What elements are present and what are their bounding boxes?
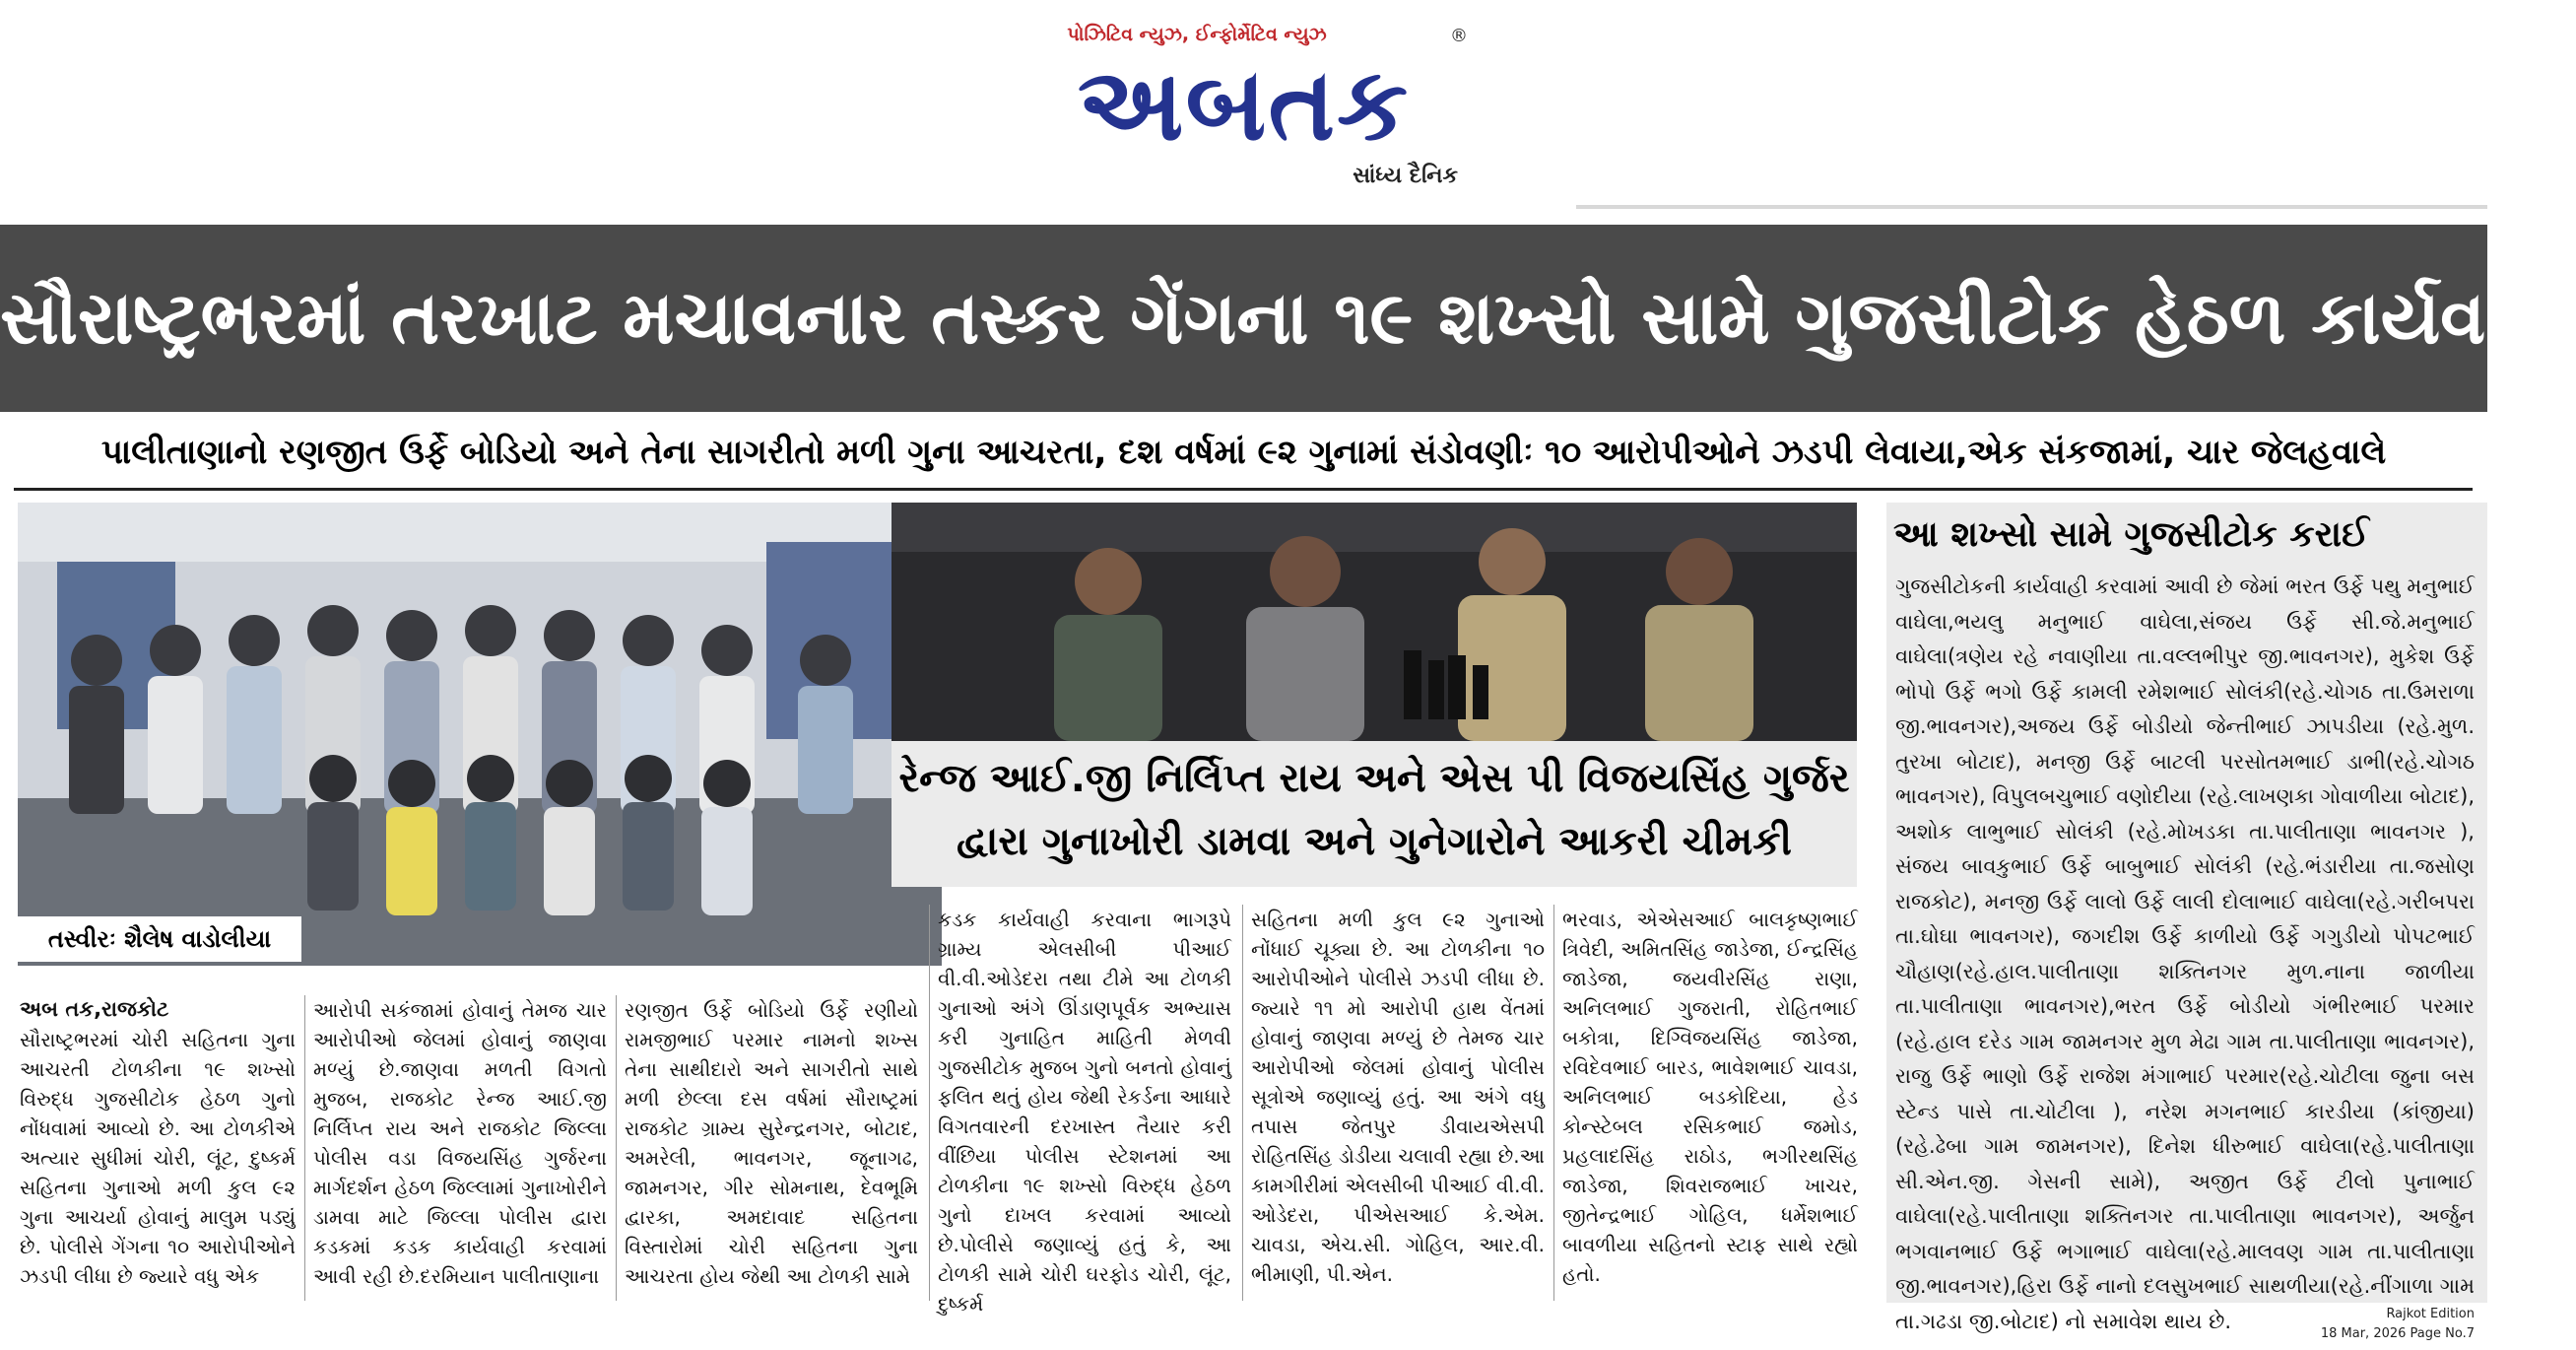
- subhead-divider: [14, 488, 2473, 491]
- newspaper-logo: [1024, 47, 1463, 164]
- article-dateline: અબ તક,રાજકોટ: [20, 997, 169, 1021]
- article-column-2: આરોપી સકંજામાં હોવાનું તેમજ ચાર આરોપીઓ જેલમાં હોવાનું જાણવા મળ્યું છે.જાણવા મળતી વિગતો મુજબ, રાજકોટ રેન્જ આઈ.જી નિર્લિપ્ત રાય અને રાજકોટ જિલ્લા પોલીસ વડા વિજયસિંહ ગુર્જરના માર્ગદર્શન હેઠળ જિલ્લામાં ગુનાખોરીને ડામવા માટે જિલ્લા પોલીસ દ્વારા કડકમાં કડક કાર્યવાહી કરવામાં આવી રહી છે.દરમિયાન પાલીતાણાના: [313, 998, 607, 1288]
- sub-headline: પાલીતાણાનો રણજીત ઉર્ફે બોડિયો અને તેના સાગરીતો મળી ગુના આચરતા, દશ વર્ષમાં ૯૨ ગુનામાં સંડોવણીઃ ૧૦ આરોપીઓને ઝડપી લેવાયા,એક સંકજામાં, ચાર જેલહવાલે: [100, 433, 2387, 472]
- column-divider: [616, 995, 617, 1301]
- accused-list-body: ગુજસીટોકની કાર્યવાહી કરવામાં આવી છે જેમાં ભરત ઉર્ફે પથુ મનુભાઈ વાઘેલા,ભયલુ મનુભાઈ વાઘેલા,સંજય ઉર્ફે સી.જે.મનુભાઈ વાઘેલા(ત્રણેય રહે નવાણીયા તા.વલ્લભીપુર જી.ભાવનગર), મુકેશ ઉર્ફે ભોપો ઉર્ફે ભગો ઉર્ફે કામલી રમેશભાઈ સોલંકી(રહે.ચોગઠ તા.ઉમરાળા જી.ભાવનગર),અજય ઉર્ફે બોડીયો જેન્તીભાઈ ઝાપડીયા (રહે.મુળ. તુરખા બોટાદ), મનજી ઉર્ફે બાટલી પરસોતમભાઈ ડાભી(રહે.ચોગઠ ભાવનગર), વિપુલબચુભાઈ વણોદીયા (રહે.લાખણકા ગોવાળીયા બોટાદ), અશોક લાભુભાઈ સોલંકી (રહે.મોખડકા તા.પાલીતાણા ભાવનગર ), સંજય બાવકુભાઈ ઉર્ફે બાબુભાઈ સોલંકી (રહે.ભંડારીયા તા.જસોણ રાજકોટ), મનજી ઉર્ફે લાલો ઉર્ફે લાલી દોલાભાઈ વાઘેલા(રહે.ગરીબપરા તા.ઘોઘા ભાવનગર), જગદીશ ઉર્ફે કાળીયો ઉર્ફે ગગુડીયો પોપટભાઈ ચૌહાણ(રહે.હાલ.પાલીતાણા શક્તિનગર મુળ.નાના જાળીયા તા.પાલીતાણા ભાવનગર),ભરત ઉર્ફે બોડીયો ગંભીરભાઈ પરમાર (રહે.હાલ દરેડ ગામ જામનગર મુળ મેઢા ગામ તા.પાલીતાણા ભાવનગર), રાજુ ઉર્ફે ભાણો ઉર્ફે રાજેશ મંગાભાઈ પરમાર(રહે.ચોટીલા જુના બસ સ્ટેન્ડ પાસે તા.ચોટીલા ), નરેશ મગનભાઈ કારડીયા (કાંજીયા) (રહે.ઢેબા ગામ જામનગર), દિનેશ ધીરુભાઈ વાઘેલા(રહે.પાલીતાણા સી.એન.જી. ગેસની સામે), અજીત ઉર્ફે ટીલો પુનાભાઈ વાઘેલા(રહે.પાલીતાણા શક્તિનગર તા.પાલીતાણા ભાવનગર), અર્જુન ભગવાનભાઈ ઉર્ફે ભગાભાઈ વાઘેલા(રહે.માલવણ ગામ તા.પાલીતાણા જી.ભાવનગર),હિરા ઉર્ફે નાનો દલસુખભાઈ સાથળીયા(રહે.નીંગાળા ગામ તા.ગઢડા જી.બોટાદ) નો સમાવેશ થાય છે.: [1895, 574, 2475, 1333]
- column-divider: [929, 905, 930, 1301]
- press-conference-photo: [892, 503, 1857, 741]
- edition-label: Rajkot Edition: [2386, 1307, 2475, 1321]
- column-divider: [1553, 905, 1554, 1301]
- masthead-tagline: પોઝિટિવ ન્યુઝ, ઈન્ફોર્મેટિવ ન્યુઝ: [1067, 24, 1327, 45]
- accused-group-photo: [18, 503, 942, 966]
- press-photo-illustration: [892, 503, 1857, 741]
- main-headline: સૌરાષ્ટ્રભરમાં તરખાટ મચાવનાર તસ્કર ગેંગના ૧૯ શખ્સો સામે ગુજસીટોક હેઠળ કાર્યવાહી: [0, 276, 2576, 361]
- date-page-label: 18 Mar, 2026 Page No.7: [2320, 1326, 2475, 1341]
- photo-caption-line-2: દ્વારા ગુનાખોરી ડામવા અને ગુનેગારોને આકરી ચીમકી: [957, 819, 1792, 864]
- article-column-1: સૌરાષ્ટ્રભરમાં ચોરી સહિતના ગુના આચરતી ટોળકીના ૧૯ શખ્સો વિરુદ્ધ ગુજસીટોક હેઠળ ગુનો નોંધવામાં આવ્યો છે. આ ટોળકીએ અત્યાર સુધીમાં ચોરી, લૂંટ, દુષ્કર્મ સહિતના ગુનાઓ મળી કુલ ૯૨ ગુના આચર્યા હોવાનું માલુમ પડ્યું છે. પોલીસે ગેંગના ૧૦ આરોપીઓને ઝડપી લીધા છે જ્યારે વધુ એક: [20, 1028, 296, 1288]
- article-column-5: સહિતના મળી કુલ ૯૨ ગુનાઓ નોંધાઈ ચૂક્યા છે. આ ટોળકીના ૧૦ આરોપીઓને પોલીસે ઝડપી લીધા છે. જ્યારે ૧૧ મો આરોપી હાથ વેંતમાં હોવાનું જાણવા મળ્યું છે તેમજ ચાર આરોપીઓ જેલમાં હોવાનું પોલીસ સૂત્રોએ જણાવ્યું હતું. આ અંગે વધુ તપાસ જેતપુર ડીવાયએસપી રોહિતસિંહ ડોડીયા ચલાવી રહ્યા છે.આ કામગીરીમાં એલસીબી પીઆઈ વી.વી. ઓડેદરા, પીએસઆઈ કે.એમ. ચાવડા, એચ.સી. ગોહિલ, આર.વી. ભીમાણી, પી.એન.: [1251, 908, 1545, 1286]
- article-column-4: કડક કાર્યવાહી કરવાના ભાગરૂપે ગ્રામ્ય એલસીબી પીઆઈ વી.વી.ઓડેદરા તથા ટીમે આ ટોળકી ગુનાઓ અંગે ઊંડાણપૂર્વક અભ્યાસ કરી ગુનાહિત માહિતી મેળવી ગુજસીટોક મુજબ ગુનો બનતો હોવાનું ફલિત થતું હોય જેથી રેકર્ડના આધારે વિગતવારની દરખાસ્ત તૈયાર કરી વીંછિયા પોલીસ સ્ટેશનમાં આ ટોળકીના ૧૯ શખ્સો વિરુદ્ધ હેઠળ ગુનો દાખલ કરવામાં આવ્યો છે.પોલીસે જણાવ્યું હતું કે, આ ટોળકી સામે ચોરી ઘરફોડ ચોરી, લૂંટ, દુષ્કર્મ: [938, 908, 1231, 1316]
- registered-mark: ®: [1450, 26, 1468, 46]
- column-divider: [304, 995, 305, 1301]
- group-photo-illustration: [18, 503, 942, 966]
- photo-credit: તસ્વીરઃ શૈલેષ વાડોલીયા: [47, 925, 272, 953]
- accused-list-title: આ શખ્સો સામે ગુજસીટોક કરાઈ: [1893, 514, 2369, 555]
- photo-caption-line-1: રેન્જ આઈ.જી નિર્લિપ્ત રાય અને એસ પી વિજયસિંહ ગુર્જર: [898, 756, 1850, 801]
- column-divider: [1242, 905, 1243, 1301]
- article-column-3: રણજીત ઉર્ફે બોડિયો ઉર્ફે રણીયો રામજીભાઈ પરમાર નામનો શખ્સ તેના સાથીદારો અને સાગરીતો સાથે મળી છેલ્લા દસ વર્ષમાં સૌરાષ્ટ્રમાં રાજકોટ ગ્રામ્ય સુરેન્દ્રનગર, બોટાદ, અમરેલી, ભાવનગર, જૂનાગઢ, જામનગર, ગીર સોમનાથ, દેવભૂમિ દ્વારકા, અમદાવાદ સહિતના વિસ્તારોમાં ચોરી સહિતના ગુના આચરતા હોય જેથી આ ટોળકી સામે: [625, 998, 918, 1288]
- article-column-6: ભરવાડ, એએસઆઈ બાલકૃષ્ણભાઈ ત્રિવેદી, અમિતસિંહ જાડેજા, ઈન્દ્રસિંહ જાડેજા, જયવીરસિંહ રાણા, અનિલભાઈ ગુજરાતી, રોહિતભાઈ બકોત્રા, દિગ્વિજયસિંહ જાડેજા, રવિદેવભાઈ બારડ, ભાવેશભાઈ ચાવડા, અનિલભાઈ બડકોદિયા, હેડ કોન્સ્ટેબલ રસિકભાઈ જમોડ, પ્રહલાદસિંહ રાઠોડ, ભગીરથસિંહ જાડેજા, શિવરાજભાઈ ખાચર, જીતેન્દ્રભાઈ ગોહિલ, ધર્મેશભાઈ બાવળીયા સહિતનો સ્ટાફ સાથે રહ્યો હતો.: [1562, 908, 1858, 1286]
- logo-wordmark: અબતક: [1077, 46, 1411, 164]
- masthead-divider: [1576, 205, 2487, 209]
- masthead-subtag: સાંધ્ય દૈનિક: [1353, 164, 1458, 188]
